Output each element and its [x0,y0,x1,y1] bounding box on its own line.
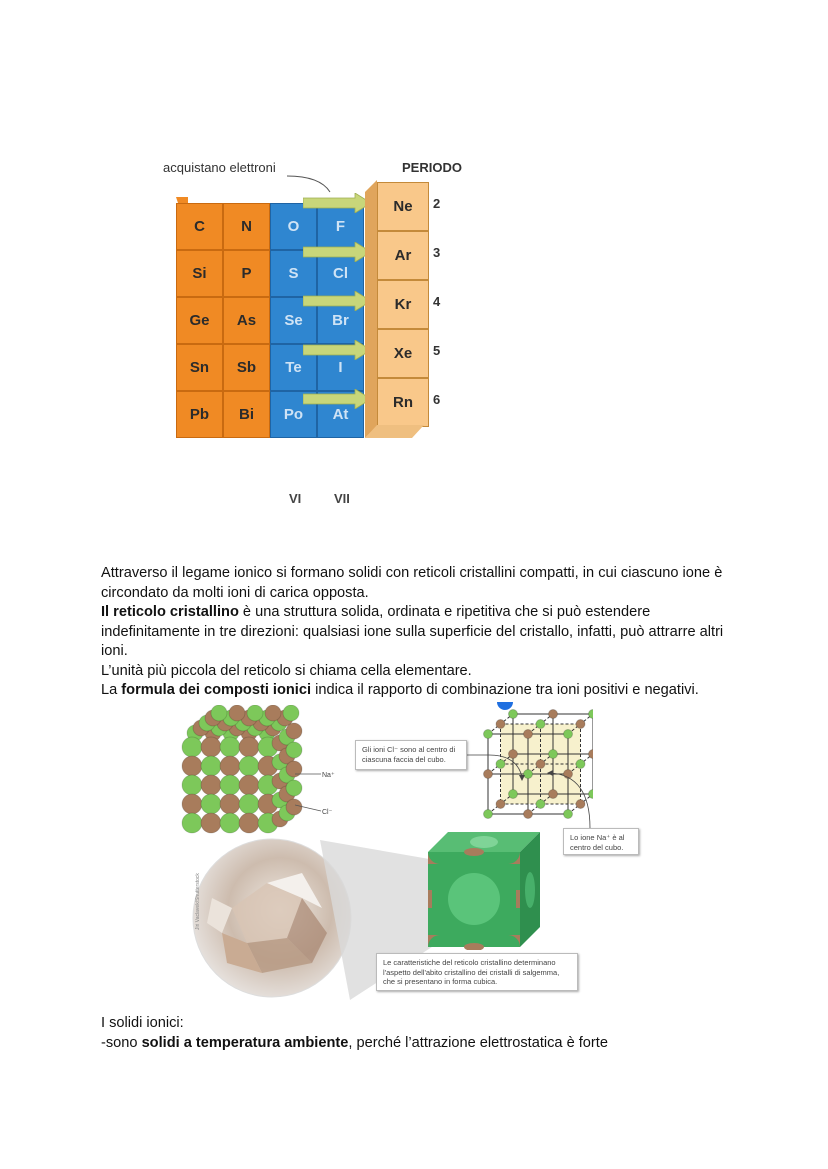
period-header: PERIODO [402,160,462,175]
period-number-6: 6 [433,392,441,407]
group-label-vi: VI [289,491,302,506]
element-at: At [317,391,364,438]
noble-column-side [365,180,377,438]
element-n: N [223,203,270,250]
callout-cl-ions: Gli ioni Cl⁻ sono al centro di ciascuna faccia del cubo. [355,740,467,770]
bold-term: formula dei composti ionici [121,682,312,698]
element-si: Si [176,250,223,297]
period-number-4: 4 [433,294,441,309]
green-unit-cube [428,832,543,950]
callout-na-leader [545,765,605,830]
noble-gas-xe: Xe [377,329,429,378]
cl-ion-label: Cl⁻ [322,809,333,816]
element-p: P [223,250,270,297]
period-number-5: 5 [433,343,441,358]
period-number-2: 2 [433,196,441,211]
noble-column-base [365,425,425,439]
element-te: Te [270,344,317,391]
bold-term: solidi a temperatura ambiente [141,1034,349,1051]
electron-gain-arrow [303,389,373,409]
noble-gas-rn: Rn [377,378,429,427]
paragraph-solid-at-room-temp [101,1034,741,1054]
callout-cl-leader [467,735,547,785]
element-se: Se [270,297,317,344]
paragraph-crystal-lattice [101,603,741,662]
paragraph-text: -sono [101,1034,142,1051]
element-sb: Sb [223,344,270,391]
figure-caption: acquistano elettroni [163,160,276,175]
element-br: Br [317,297,364,344]
noble-gas-kr: Kr [377,280,429,329]
element-pb: Pb [176,391,223,438]
element-s: S [270,250,317,297]
paragraph-formula [101,681,741,701]
paragraph-text: è una struttura solida, ordinata e ripetitiva che si può estendere indefinitamente in tre direzioni: qualsiasi ione sulla superficie del cristallo, infatti, può attrarre altri ioni. [101,604,724,659]
element-po: Po [270,391,317,438]
element-i: I [317,344,364,391]
callout-na-ion: Lo ione Na⁺ è al centro del cubo. [563,828,639,855]
nacl-space-filling-model [180,705,305,835]
element-o: O [270,203,317,250]
electron-gain-arrow [303,193,373,213]
electron-gain-arrow [303,340,373,360]
paragraph-ionic-bond: Attraverso il legame ionico si formano solidi con reticoli cristallini compatti, in cui ciascuno ione è circondato da molti ioni di carica opposta. [101,565,723,601]
paragraph-ionic-solids: I solidi ionici: [101,1015,184,1031]
page-marker-dot [496,702,514,714]
text-block-solids [101,1014,741,1053]
photo-credit: Jiri Vaclavek/Shutterstock [195,873,201,930]
element-sn: Sn [176,344,223,391]
na-ion-label: Na⁺ [322,772,335,779]
noble-gas-ar: Ar [377,231,429,280]
ion-leader-lines [295,770,325,815]
element-as: As [223,297,270,344]
paragraph-text: indica il rapporto di combinazione tra ioni positivi e negativi. [311,682,699,698]
element-c: C [176,203,223,250]
callout-crystal-habit: Le caratteristiche del reticolo cristallino determinano l'aspetto dell'abito cristallino dei cristalli di salgemma, che si presentano in forma cubica. [376,953,578,991]
noble-gas-ne: Ne [377,182,429,231]
text-block [101,564,741,701]
electron-gain-arrow [303,242,373,262]
group-label-vii: VII [334,491,350,506]
paragraph-text: , perché l’attrazione elettrostatica è forte [348,1034,608,1051]
element-bi: Bi [223,391,270,438]
bold-term: Il reticolo cristallino [101,604,239,620]
paragraph-unit-cell: L’unità più piccola del reticolo si chiama cella elementare. [101,662,472,679]
paragraph-text: La [101,682,122,698]
element-cl: Cl [317,250,364,297]
period-number-3: 3 [433,245,441,260]
electron-gain-arrow [303,291,373,311]
element-f: F [317,203,364,250]
element-ge: Ge [176,297,223,344]
